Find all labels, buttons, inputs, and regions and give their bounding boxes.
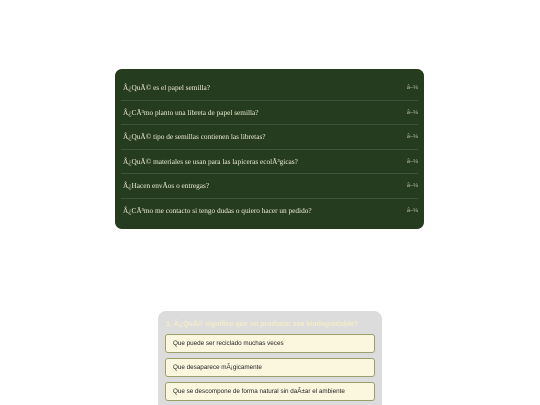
chevron-down-icon[interactable]: â–¼ bbox=[406, 206, 418, 214]
chevron-down-icon[interactable]: â–¼ bbox=[406, 133, 418, 141]
quiz-question: 1. Â¿QuÃ© significa que un producto sea biodegradable? bbox=[166, 321, 359, 328]
quiz-option-reciclado[interactable]: Que puede ser reciclado muchas veces bbox=[165, 334, 375, 353]
quiz-option-descompone[interactable]: Que se descompone de forma natural sin daÃ±ar el ambiente bbox=[165, 382, 375, 401]
faq-question: Â¿QuÃ© tipo de semillas contienen las libretas? bbox=[123, 132, 266, 142]
chevron-down-icon[interactable]: â–¼ bbox=[406, 84, 418, 92]
faq-item-tipo-semillas[interactable] bbox=[121, 125, 418, 150]
faq-accordion bbox=[115, 69, 424, 229]
chevron-down-icon[interactable]: â–¼ bbox=[406, 182, 418, 190]
quiz-card bbox=[158, 311, 382, 405]
faq-question: Â¿CÃ³mo me contacto si tengo dudas o quiero hacer un pedido? bbox=[123, 205, 312, 215]
faq-question: Â¿Hacen envÃos o entregas? bbox=[123, 181, 210, 191]
quiz-option-desaparece[interactable]: Que desaparece mÃ¡gicamente bbox=[165, 358, 375, 377]
faq-item-envios[interactable] bbox=[121, 174, 418, 199]
faq-item-contacto[interactable] bbox=[121, 199, 418, 223]
faq-item-plantar-libreta[interactable] bbox=[121, 101, 418, 126]
chevron-down-icon[interactable]: â–¼ bbox=[406, 108, 418, 116]
faq-question: Â¿QuÃ© materiales se usan para las lapiceras ecolÃ³gicas? bbox=[123, 156, 298, 166]
chevron-down-icon[interactable]: â–¼ bbox=[406, 157, 418, 165]
faq-item-papel-semilla[interactable] bbox=[121, 76, 418, 101]
faq-question: Â¿QuÃ© es el papel semilla? bbox=[123, 83, 210, 93]
faq-question: Â¿CÃ³mo planto una libreta de papel semilla? bbox=[123, 107, 259, 117]
faq-item-materiales-lapiceras[interactable] bbox=[121, 150, 418, 175]
